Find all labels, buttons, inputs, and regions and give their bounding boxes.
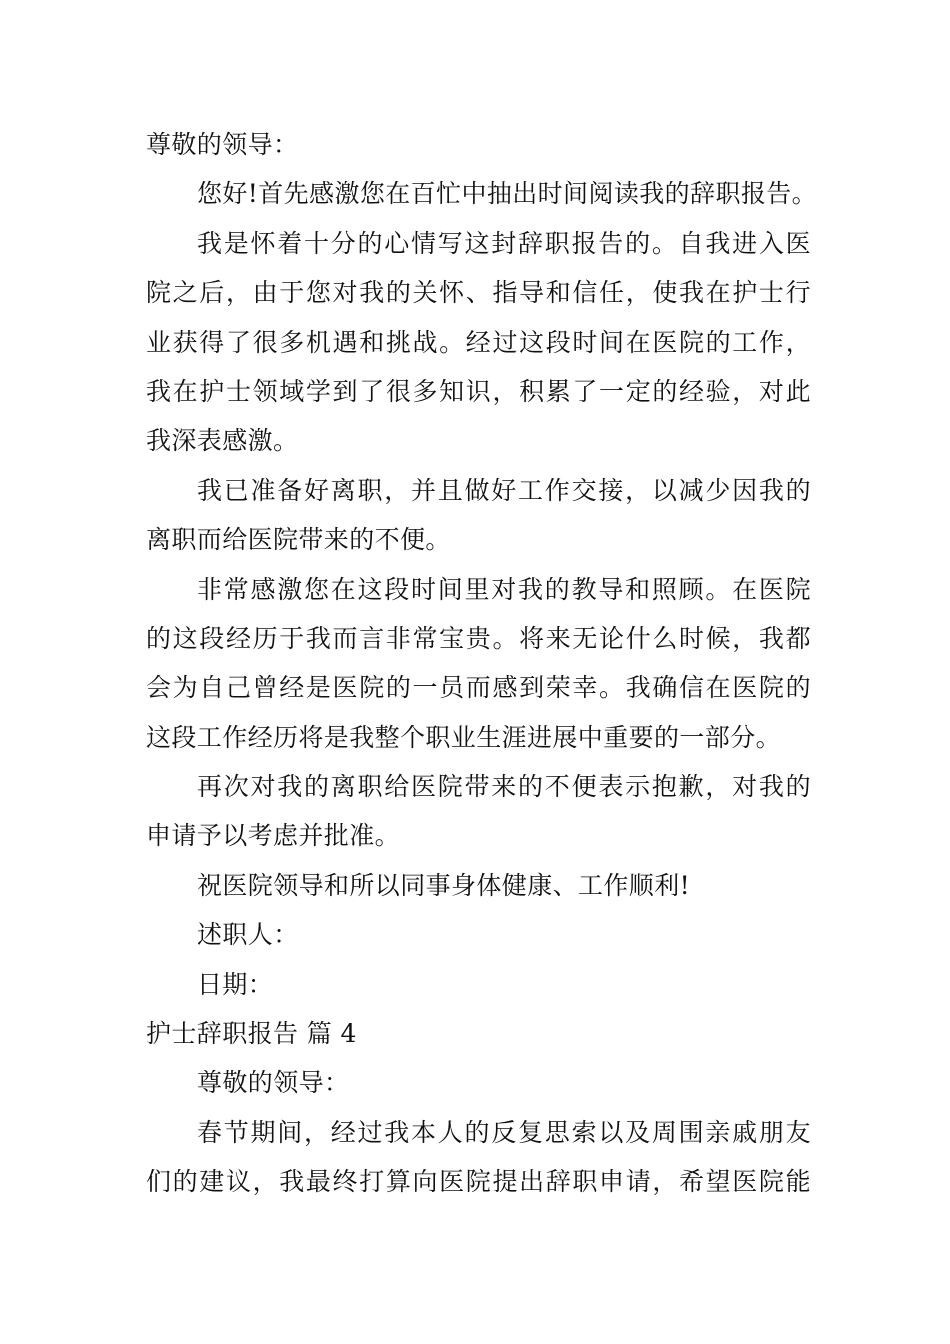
document-body [146,120,818,1207]
text-line: 们的建议，我最终打算向医院提出辞职申请，希望医院能 [146,1167,811,1197]
text-line: 尊敬的领导： [197,1068,350,1098]
text-line: 业获得了很多机遇和挑战。经过这段时间在医院的工作， [146,327,811,357]
text-line: 申请予以考虑并批准。 [146,821,401,851]
text-line: 会为自己曾经是医院的一员而感到荣幸。我确信在医院的 [146,673,811,703]
text-line: 尊敬的领导： [146,130,299,159]
text-line: 您好!首先感激您在百忙中抽出时间阅读我的辞职报告。 [197,179,818,209]
text-line: 离职而给医院带来的不便。 [146,525,451,555]
text-line: 日期： [197,969,274,999]
text-line: 院之后，由于您对我的关怀、指导和信任，使我在护士行 [146,278,811,308]
text-line: 再次对我的离职给医院带来的不便表示抱歉，对我的 [197,772,811,802]
text-line: 这段工作经历将是我整个职业生涯进展中重要的一部分。 [146,722,782,752]
text-line: 我已准备好离职，并且做好工作交接，以减少因我的 [197,475,811,505]
text-line: 我在护士领域学到了很多知识，积累了一定的经验，对此 [146,376,811,406]
text-line: 护士辞职报告 篇 4 [146,1019,357,1049]
text-line: 非常感激您在这段时间里对我的教导和照顾。在医院 [197,574,811,604]
text-line: 我是怀着十分的心情写这封辞职报告的。自我进入医 [197,228,811,258]
text-line: 我深表感激。 [146,426,299,456]
text-line: 祝医院领导和所以同事身体健康、工作顺利! [197,870,691,900]
text-line: 述职人： [197,920,299,950]
text-line: 春节期间，经过我本人的反复思索以及周围亲戚朋友 [197,1117,811,1147]
text-line: 的这段经历于我而言非常宝贵。将来无论什么时候，我都 [146,623,811,653]
